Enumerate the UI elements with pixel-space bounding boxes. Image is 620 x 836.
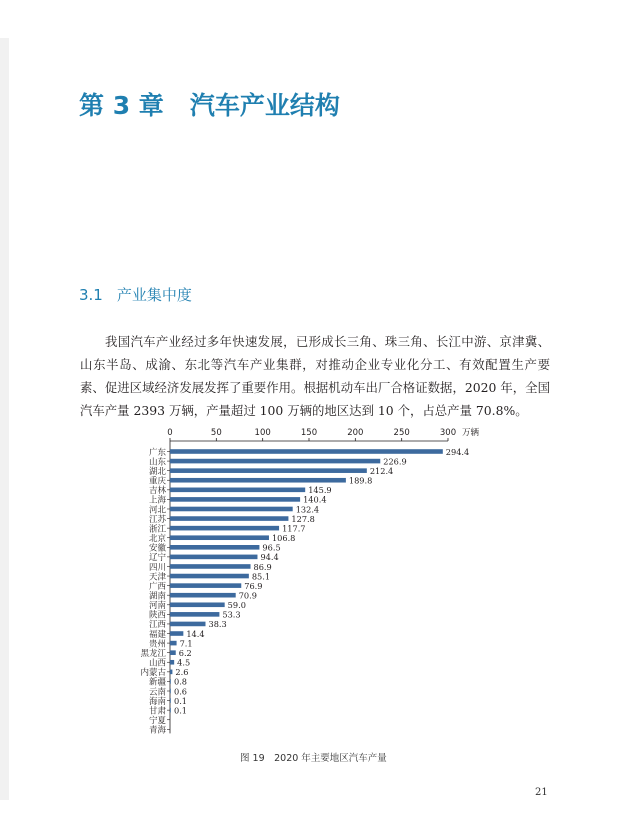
category-label: 辽宁 [148,553,166,564]
data-bar [170,497,300,502]
value-label: 0.6 [174,686,188,697]
value-label: 117.7 [282,523,306,534]
figure-caption: 图 19 2020 年主要地区汽车产量 [240,753,387,764]
category-label: 湖南 [148,591,166,602]
category-label: 福建 [148,629,166,640]
x-tick-label: 100 [254,428,271,438]
value-label: 145.9 [308,485,332,496]
data-bar [170,670,172,675]
data-bar [170,708,171,713]
data-bar [170,631,183,636]
x-tick-label: 250 [393,428,410,438]
category-label: 天津 [148,572,166,583]
x-tick-label: 200 [347,428,364,438]
category-label: 江苏 [148,514,166,525]
value-label: 106.8 [271,533,296,544]
value-label: 127.8 [291,513,315,524]
data-bar [170,689,171,694]
data-bar [170,564,251,569]
chapter-title: 汽车产业结构 [189,91,340,120]
category-label: 江西 [148,620,166,631]
category-label: 湖北 [148,466,166,477]
page-number: 21 [535,787,548,798]
value-label: 94.4 [260,552,279,563]
value-label: 96.5 [262,542,281,553]
value-label: 6.2 [178,647,192,658]
category-label: 山西 [148,658,166,669]
category-label: 四川 [148,562,166,573]
data-bar [170,698,171,703]
category-label: 山东 [148,457,166,468]
category-label: 新疆 [148,677,166,688]
value-label: 76.9 [244,580,263,591]
value-label: 14.4 [186,628,205,639]
data-bar [170,622,205,627]
data-bar [170,679,171,684]
x-tick-label: 300 [439,428,457,438]
value-label: 132.4 [295,504,320,515]
value-label: 294.4 [445,446,470,457]
section-title: 产业集中度 [116,286,192,304]
category-label: 宁夏 [148,716,166,727]
data-bar [170,535,269,540]
data-bar [170,583,241,588]
category-label: 河南 [148,601,166,612]
value-label: 140.4 [303,494,327,505]
value-label: 0.8 [174,676,188,687]
value-label: 189.8 [348,475,373,486]
value-label: 226.9 [383,456,407,467]
value-label: 4.5 [177,657,191,668]
value-label: 59.0 [227,600,246,611]
data-bar [170,507,293,512]
data-bar [170,516,288,521]
x-tick-label: 50 [210,428,222,438]
chapter-label: 第 3 章 [79,91,164,120]
category-label: 贵州 [148,639,166,650]
data-bar [170,488,305,493]
category-label: 北京 [148,534,166,545]
data-bar [170,641,177,646]
x-axis-unit: 万辆 [462,428,480,438]
category-label: 陕西 [148,610,166,621]
category-label: 广西 [148,581,166,592]
value-label: 85.1 [251,571,271,582]
data-bar [170,593,236,598]
value-label: 0.1 [174,705,188,716]
category-label: 青海 [148,725,166,736]
value-label: 212.4 [369,465,394,476]
data-bar [170,545,259,550]
value-label: 38.3 [208,619,227,630]
data-bar [170,459,380,464]
category-label: 上海 [148,495,166,506]
category-label: 安徽 [148,543,166,554]
category-label: 河北 [148,505,166,516]
data-bar [170,602,225,607]
x-tick-label: 150 [300,428,318,438]
category-label: 重庆 [148,476,166,487]
data-bar [170,574,249,579]
category-label: 广东 [148,447,166,458]
value-label: 53.3 [222,609,241,620]
value-label: 70.9 [238,590,257,601]
data-bar [170,555,257,560]
data-bar [170,650,176,655]
data-bar [170,449,443,454]
data-bar [170,468,367,473]
category-label: 浙江 [148,524,166,535]
data-bar [170,478,346,483]
body-paragraph: 我国汽车产业经过多年快速发展，已形成长三角、珠三角、长江中游、京津冀、山东半岛、成渝、东北等汽车产业集群，对推动企业专业化分工、有效配置生产要素、促进区域经济发展发挥了重要作用。根据机动车出厂合格证数据，2020 年，全国汽车产量 2393 万辆，产量超过 100 万辆的地区达到 10 个，占总产量 70.8%。 [80,334,550,419]
value-label: 2.6 [175,667,189,678]
x-tick-label: 0 [167,428,173,438]
data-bar [170,526,279,531]
data-bar [170,660,174,665]
data-bar [170,612,219,617]
category-label: 海南 [148,696,166,707]
category-label: 内蒙古 [140,668,166,679]
category-label: 吉林 [148,486,166,497]
category-label: 云南 [148,687,166,698]
section-number: 3.1 [79,286,103,304]
value-label: 86.9 [253,561,272,572]
value-label: 7.1 [179,638,193,649]
value-label: 0.1 [174,695,188,706]
category-label: 甘肃 [148,706,166,717]
category-label: 黑龙江 [140,648,166,659]
